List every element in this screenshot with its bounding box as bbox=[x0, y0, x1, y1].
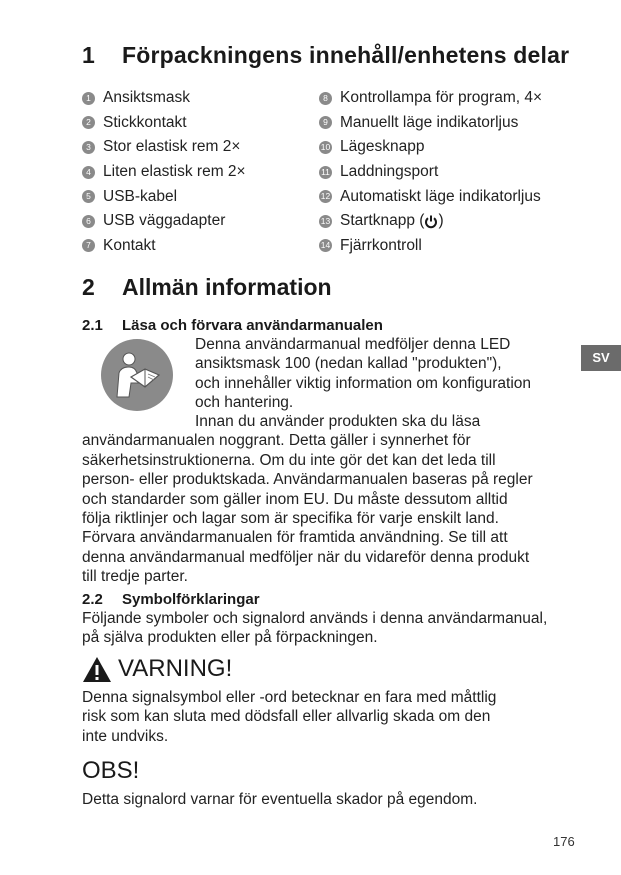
part-item bbox=[82, 209, 246, 234]
part-item bbox=[319, 234, 542, 259]
obs-heading: OBS! bbox=[82, 757, 140, 784]
section-1-number: 1 bbox=[82, 42, 95, 68]
part-item bbox=[82, 184, 246, 209]
body-line: Detta signalord varnar för eventuella skador på egendom. bbox=[82, 791, 478, 808]
part-label: Fjärrkontroll bbox=[340, 236, 422, 254]
part-number-badge: 4 bbox=[82, 166, 95, 179]
body-line: person- eller produktskada. Användarmanualen baseras på regler bbox=[82, 471, 533, 489]
part-label: Kontakt bbox=[103, 236, 156, 254]
part-number-badge: 6 bbox=[82, 215, 95, 228]
body-line: inte undviks. bbox=[82, 727, 169, 745]
part-label: Ansiktsmask bbox=[103, 89, 190, 107]
part-label: Liten elastisk rem 2× bbox=[103, 163, 246, 181]
part-item bbox=[82, 111, 246, 136]
part-item bbox=[319, 111, 542, 136]
part-label: USB väggadapter bbox=[103, 212, 226, 230]
part-label: USB-kabel bbox=[103, 187, 178, 205]
section-2-heading bbox=[82, 274, 332, 301]
part-number-badge: 10 bbox=[320, 141, 331, 152]
warning-label: VARNING! bbox=[118, 655, 233, 682]
warning-heading bbox=[82, 655, 232, 683]
intro-line: Denna användarmanual medföljer denna LED bbox=[195, 336, 511, 353]
section-2-title: Allmän information bbox=[122, 274, 332, 300]
warning-body bbox=[82, 688, 582, 746]
section-2-1-title: Läsa och förvara användarmanualen bbox=[122, 317, 383, 334]
part-label: Stickkontakt bbox=[103, 113, 187, 131]
body-line: Denna signalsymbol eller -ord betecknar en fara med måttlig bbox=[82, 689, 497, 706]
part-item bbox=[82, 135, 246, 160]
section-2-2-body bbox=[82, 609, 582, 648]
intro-line: och hantering. bbox=[195, 394, 294, 412]
warning-triangle-icon bbox=[82, 656, 112, 683]
obs-body bbox=[82, 790, 582, 809]
part-number-badge: 2 bbox=[82, 116, 95, 129]
part-item bbox=[319, 160, 542, 185]
part-number-badge: 1 bbox=[82, 92, 95, 105]
section-1-title: Förpackningens innehåll/enhetens delar bbox=[122, 42, 570, 68]
part-number-badge: 13 bbox=[320, 215, 331, 226]
body-line: Förvara användarmanualen för framtida användning. Se till att bbox=[82, 529, 508, 547]
part-label: Kontrollampa för program, 4× bbox=[340, 89, 543, 107]
section-2-1-intro bbox=[195, 335, 580, 413]
part-number-badge: 5 bbox=[82, 190, 95, 203]
part-label: Startknapp ( bbox=[340, 212, 425, 230]
body-line: denna användarmanual medföljer när du vidareför denna produkt bbox=[82, 548, 530, 566]
power-icon bbox=[424, 214, 438, 229]
body-line: säkerhetsinstruktionerna. Om du inte gör det kan det leda till bbox=[82, 451, 496, 469]
part-label: Manuellt läge indikatorljus bbox=[340, 113, 519, 131]
section-2-number: 2 bbox=[82, 274, 95, 300]
section-2-2-title: Symbolförklaringar bbox=[122, 591, 260, 608]
body-line: Innan du använder produkten ska du läsa bbox=[195, 413, 481, 430]
section-1-heading bbox=[82, 42, 569, 69]
body-line: följa riktlinjer och lagar som är specifika för varje enskilt land. bbox=[82, 510, 499, 528]
section-2-2-heading bbox=[82, 591, 260, 608]
part-item bbox=[319, 135, 542, 160]
parts-column-left bbox=[82, 86, 246, 258]
section-2-2-number: 2.2 bbox=[82, 591, 103, 608]
part-number-badge: 7 bbox=[82, 239, 95, 252]
part-item bbox=[82, 160, 246, 185]
part-label: Laddningsport bbox=[340, 163, 439, 181]
part-label: Automatiskt läge indikatorljus bbox=[340, 187, 541, 205]
part-number-badge: 12 bbox=[320, 191, 331, 202]
section-2-1-heading bbox=[82, 317, 383, 334]
part-label-suffix: ) bbox=[438, 212, 444, 230]
language-tab: SV bbox=[581, 345, 621, 371]
part-label: Lägesknapp bbox=[340, 138, 425, 156]
section-2-1-number: 2.1 bbox=[82, 317, 103, 334]
part-item bbox=[82, 234, 246, 259]
part-label: Stor elastisk rem 2× bbox=[103, 138, 241, 156]
intro-line: och innehåller viktig information om konfiguration bbox=[195, 374, 532, 392]
parts-column-right bbox=[319, 86, 542, 258]
read-manual-icon bbox=[101, 339, 173, 411]
part-number-badge: 8 bbox=[319, 92, 332, 105]
part-number-badge: 9 bbox=[319, 116, 332, 129]
body-line: risk som kan sluta med dödsfall eller allvarlig skada om den bbox=[82, 708, 491, 726]
intro-line: ansiktsmask 100 (nedan kallad "produkten"), bbox=[195, 355, 502, 373]
part-number-badge: 14 bbox=[320, 240, 331, 251]
part-item bbox=[319, 86, 542, 111]
part-item bbox=[82, 86, 246, 111]
body-line: Följande symboler och signalord används i denna användarmanual, bbox=[82, 610, 548, 627]
body-line: till tredje parter. bbox=[82, 568, 188, 586]
part-item bbox=[319, 184, 542, 209]
part-number-badge: 3 bbox=[82, 141, 95, 154]
body-line: och standarder som gäller inom EU. Du måste dessutom alltid bbox=[82, 490, 508, 508]
part-number-badge: 11 bbox=[319, 166, 332, 179]
body-line: på själva produkten eller på förpackningen. bbox=[82, 629, 378, 647]
page-number: 176 bbox=[553, 834, 575, 849]
part-item bbox=[319, 209, 542, 234]
body-line: användarmanualen noggrant. Detta gäller i synnerhet för bbox=[82, 432, 471, 450]
section-2-1-body bbox=[82, 412, 582, 587]
